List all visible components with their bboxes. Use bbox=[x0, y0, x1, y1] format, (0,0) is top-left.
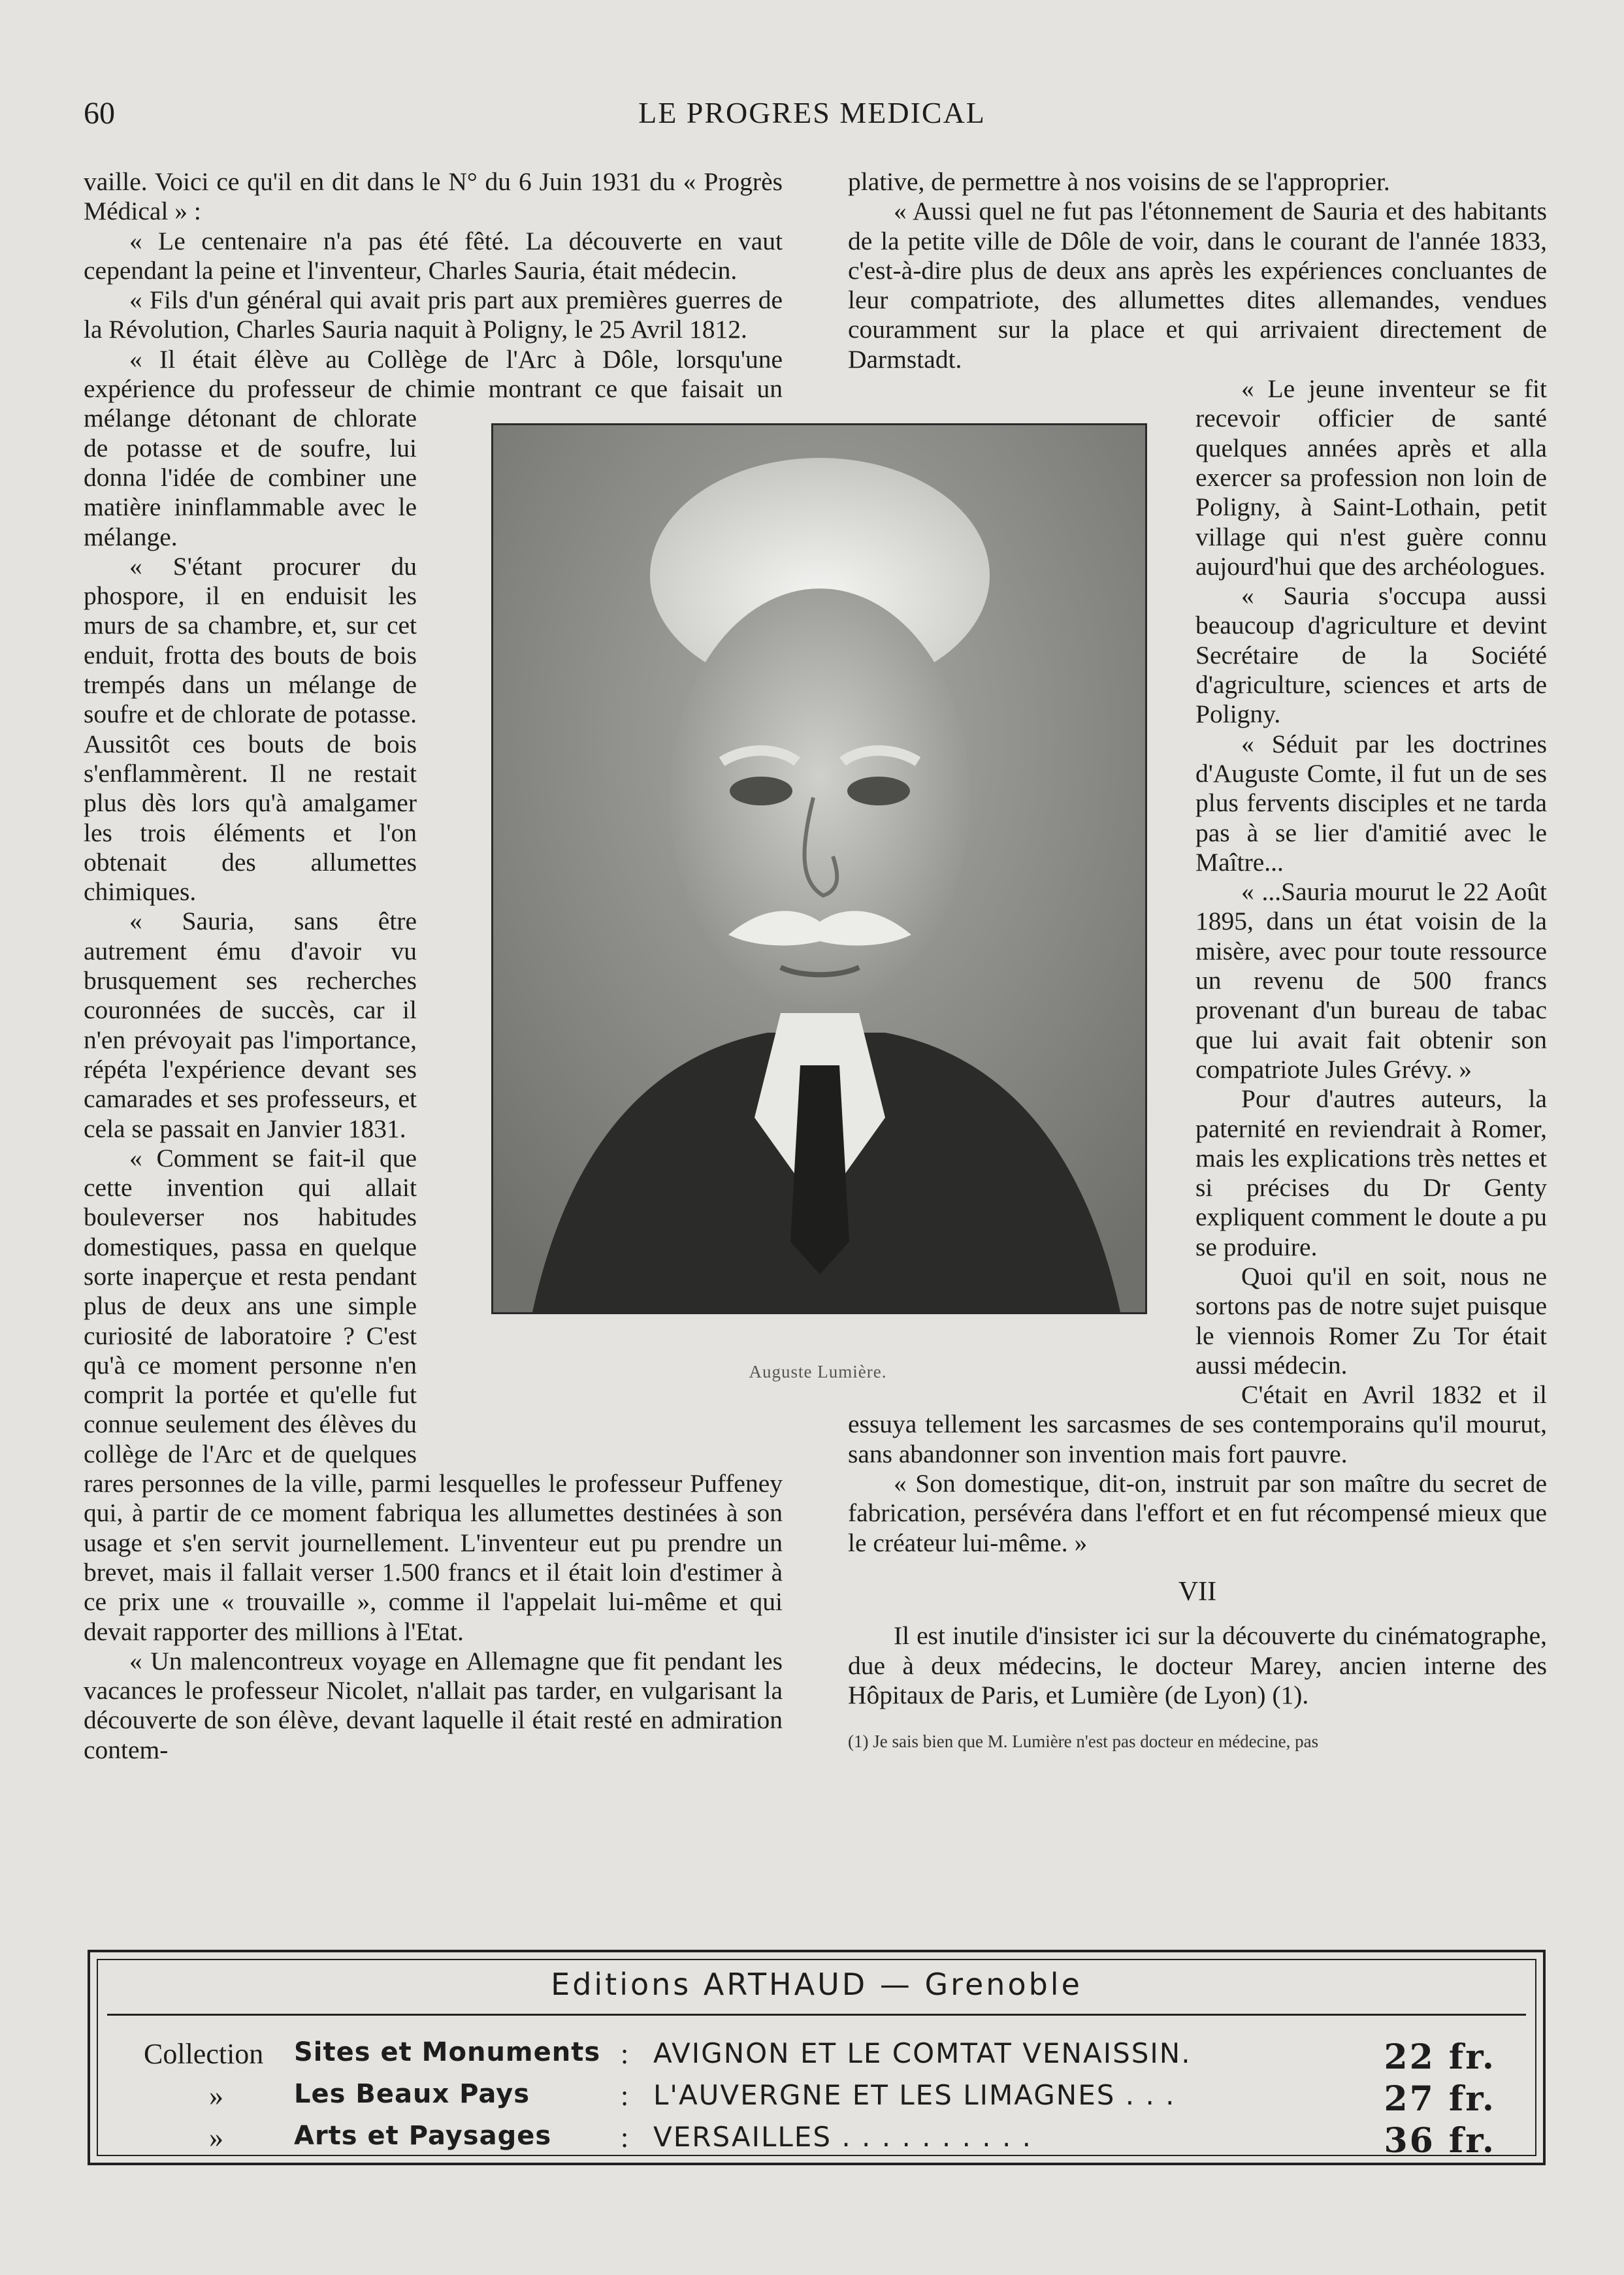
book-price: 27 fr. bbox=[1384, 2079, 1496, 2119]
collection-name: Les Beaux Pays bbox=[294, 2079, 530, 2109]
row-lead: » bbox=[209, 2122, 223, 2154]
book-title: AVIGNON ET LE COMTAT VENAISSIN. bbox=[653, 2037, 1192, 2069]
paragraph: « Aussi quel ne fut pas l'étonnement de Sauria et des habitants de la petite ville de Dôle de voir, dans le courant de l'année 1833, c'est-à-dire plus de deux ans après les expériences concluantes de leur compatriote, des allumettes dites allemandes, vendues couramment sur la place et qui arrivaient directement de Darmstadt. bbox=[848, 197, 1547, 374]
page-number: 60 bbox=[84, 96, 115, 131]
advertisement-inner-frame bbox=[97, 1959, 1536, 2161]
paragraph: « Il était élève au Collège de l'Arc à Dôle, lorsqu'une expérience du professeur de chimie montrant ce que faisait un mélange détonant de chlorate de potasse et de soufre, lui donna l'idée de combiner une matière ininflammable avec le mélange. bbox=[84, 344, 783, 551]
section-heading: VII bbox=[1178, 1576, 1217, 1607]
book-title: L'AUVERGNE ET LES LIMAGNES . . . bbox=[653, 2079, 1176, 2111]
advertisement-row bbox=[98, 2121, 1535, 2160]
paragraph: « Le jeune inventeur se fit recevoir officier de santé quelques années après et alla exercer sa profession non loin de Poligny, à Saint-Lothain, petit village qui n'est guère connu aujourd'hui que des archéologues. bbox=[1195, 374, 1547, 581]
paragraph: Pour d'autres auteurs, la paternité en reviendrait à Romer, mais les explications très nettes et si précises du Dr Genty expliquent comment le doute a pu se produire. bbox=[1195, 1084, 1547, 1261]
book-title: VERSAILLES . . . . . . . . . . bbox=[653, 2121, 1033, 2153]
paragraph: « Sauria, sans être autrement ému d'avoir vu brusquement ses recherches couronnées de succès, car il n'en prévoyait pas l'importance, répéta l'expérience devant ses camarades et ses professeurs, et cela se passait en Janvier 1831. bbox=[84, 907, 417, 1143]
paragraph: « ...Sauria mourut le 22 Août 1895, dans un état voisin de la misère, avec pour toute ressource un revenu de 500 francs provenant d'un bureau de tabac que lui avait fait obtenir son compatriote Jules Grévy. » bbox=[1195, 877, 1547, 1084]
figure-caption: Auguste Lumière. bbox=[749, 1362, 887, 1381]
portrait-photo bbox=[491, 423, 1147, 1314]
paragraph: « Un malencontreux voyage en Allemagne que fit pendant les vacances le professeur Nicolet, n'allait pas tarder, en vulgarisant la découverte de son élève, devant laquelle il était resté en admiration contem- bbox=[84, 1646, 783, 1764]
advertisement-title: Editions ARTHAUD — Grenoble bbox=[551, 1967, 1082, 2002]
advertisement-row bbox=[98, 2079, 1535, 2118]
paragraph: « Comment se fait-il que cette invention qui allait bouleverser nos habitudes domestiques, passa en quelque sorte inaperçue et resta pendant plus de deux ans une simple curiosité de laboratoire ? C'est qu'à ce moment personne n'en comprit la portée et qu'elle fut connue seulement des élèves du collège de l'Arc et de quelques rares personnes de la ville, parmi lesquelles le professeur Puffeney qui, à partir de ce moment fabriqua les allumettes destinées à son usage et s'en servit journellement. L'inventeur eut pu prendre un brevet, mais il fallait verser 1.500 francs et il était loin d'estimer à ce prix une « trouvaille », comme il l'appelait lui-même et qui devait rapporter des millions à l'Etat. bbox=[84, 1143, 783, 1646]
paragraph: « Le centenaire n'a pas été fêté. La découverte en vaut cependant la peine et l'inventeur, Charles Sauria, était médecin. bbox=[84, 226, 783, 285]
row-lead: » bbox=[209, 2080, 223, 2112]
colon-separator: : bbox=[621, 2038, 629, 2070]
paragraph: Il est inutile d'insister ici sur la découverte du cinématographe, due à deux médecins, le docteur Marey, ancien interne des Hôpitaux de Paris, et Lumière (de Lyon) (1). bbox=[848, 1621, 1547, 1709]
paragraph: « Son domestique, dit-on, instruit par son maître du secret de fabrication, persévéra dans l'effort et en fut récompensé mieux que le créateur lui-même. » bbox=[848, 1469, 1547, 1557]
footnote: (1) Je sais bien que M. Lumière n'est pas docteur en médecine, pas bbox=[848, 1732, 1319, 1752]
colon-separator: : bbox=[621, 2122, 629, 2154]
running-title: LE PROGRES MEDICAL bbox=[638, 96, 986, 129]
row-lead: Collection bbox=[144, 2038, 264, 2070]
advertisement-row bbox=[98, 2037, 1535, 2076]
collection-name: Arts et Paysages bbox=[294, 2121, 552, 2151]
book-price: 36 fr. bbox=[1384, 2121, 1496, 2161]
paragraph: C'était en Avril 1832 et il essuya tellement les sarcasmes de ses contemporains qu'il mourut, sans abandonner son invention mais fort pauvre. bbox=[848, 1380, 1547, 1468]
paragraph: plative, de permettre à nos voisins de se l'approprier. bbox=[848, 167, 1390, 196]
paragraph: « Sauria s'occupa aussi beaucoup d'agriculture et devint Secrétaire de la Société d'agriculture, sciences et arts de Poligny. bbox=[1195, 581, 1547, 729]
paragraph: « Fils d'un général qui avait pris part aux premières guerres de la Révolution, Charles Sauria naquit à Poligny, le 25 Avril 1812. bbox=[84, 285, 783, 344]
advertisement-box bbox=[88, 1950, 1546, 2165]
colon-separator: : bbox=[621, 2080, 629, 2112]
paragraph: « Séduit par les doctrines d'Auguste Comte, il fut un de ses plus fervents disciples et ne tarda pas à se lier d'amitié avec le Maître... bbox=[1195, 729, 1547, 877]
book-price: 22 fr. bbox=[1384, 2037, 1496, 2077]
paragraph: « S'étant procurer du phospore, il en enduisit les murs de sa chambre, et, sur cet enduit, frotta des bouts de bois trempés dans un mélange de soufre et de chlorate de potasse. Aussitôt ces bouts de bois s'enflammèrent. Il ne restait plus dès lors qu'à amalgamer les trois éléments et l'on obtenait des allumettes chimiques. bbox=[84, 551, 417, 907]
paragraph: Quoi qu'il en soit, nous ne sortons pas de notre sujet puisque le viennois Romer Zu Tor était aussi médecin. bbox=[1195, 1261, 1547, 1380]
portrait-illustration bbox=[493, 425, 1145, 1312]
paragraph: vaille. Voici ce qu'il en dit dans le N° du 6 Juin 1931 du « Progrès Médical » : bbox=[84, 167, 783, 226]
advertisement-rule bbox=[107, 2014, 1526, 2016]
collection-name: Sites et Monuments bbox=[294, 2037, 601, 2067]
